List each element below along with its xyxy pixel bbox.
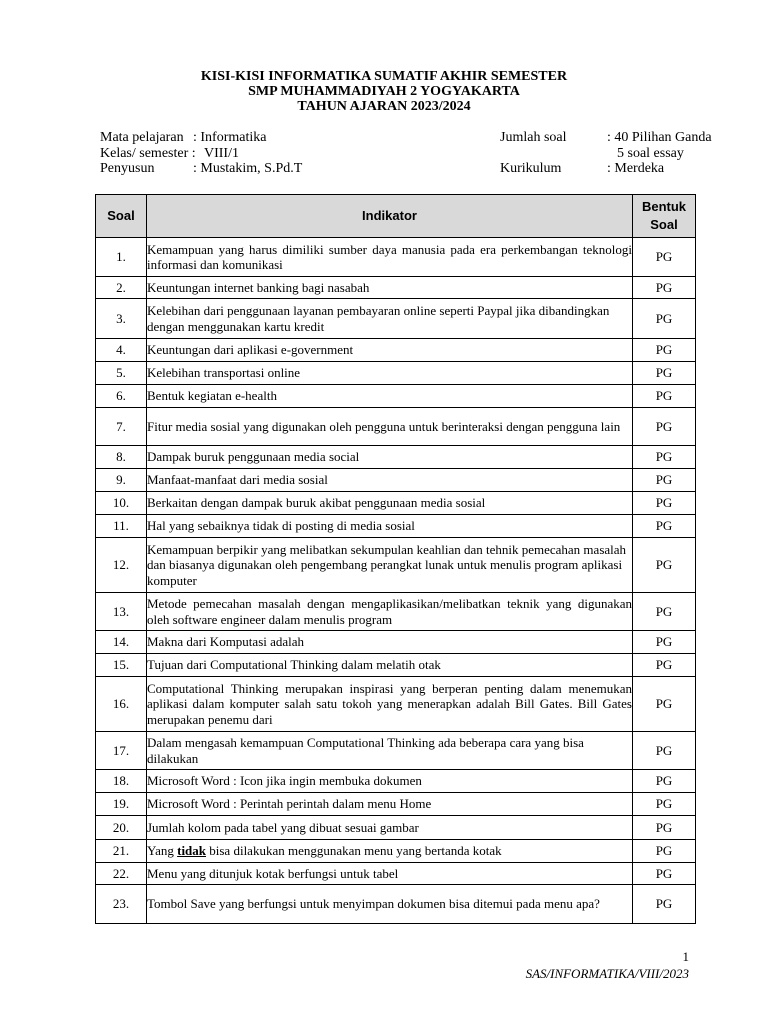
table-row [96, 840, 696, 863]
table-row [96, 492, 696, 515]
subject-value: : Informatika [193, 130, 267, 145]
row-number: 2. [96, 277, 147, 299]
row-indicator: Hal yang sebaiknya tidak di posting di media sosial [147, 515, 633, 538]
table-row [96, 385, 696, 408]
table-row [96, 408, 696, 446]
emphasis-word: tidak [177, 843, 207, 859]
row-indicator: Makna dari Komputasi adalah [147, 631, 633, 654]
table-row [96, 863, 696, 885]
row-type: PG [633, 816, 696, 840]
row-indicator: Dalam mengasah kemampuan Computational Thinking ada beberapa cara yang bisa dilakukan [147, 732, 633, 770]
row-type: PG [633, 339, 696, 362]
row-type: PG [633, 863, 696, 885]
table-row [96, 885, 696, 924]
curriculum-label: Kurikulum [500, 161, 562, 176]
row-number: 22. [96, 863, 147, 885]
row-indicator: Keuntungan dari aplikasi e-government [147, 339, 633, 362]
page-number: 1 [682, 949, 689, 964]
row-indicator: Kelebihan transportasi online [147, 362, 633, 385]
row-type: PG [633, 593, 696, 631]
row-number: 10. [96, 492, 147, 515]
row-indicator: Microsoft Word : Perintah perintah dalam menu Home [147, 793, 633, 816]
row-indicator: Menu yang ditunjuk kotak berfungsi untuk tabel [147, 863, 633, 885]
row-type: PG [633, 885, 696, 924]
header-indikator: Indikator [147, 195, 633, 238]
row-type: PG [633, 631, 696, 654]
row-number: 8. [96, 446, 147, 469]
row-type: PG [633, 538, 696, 593]
row-number: 12. [96, 538, 147, 593]
subject-label: Mata pelajaran [100, 130, 184, 145]
table-row [96, 362, 696, 385]
class-label: Kelas/ semester : [100, 146, 196, 161]
curriculum-value: : Merdeka [607, 161, 665, 176]
table-row [96, 631, 696, 654]
row-indicator: Manfaat-manfaat dari media sosial [147, 469, 633, 492]
row-indicator: Yang tidak bisa dilakukan menggunakan menu yang bertanda kotak [147, 840, 633, 863]
row-type: PG [633, 385, 696, 408]
row-type: PG [633, 770, 696, 793]
table-row [96, 677, 696, 732]
row-type: PG [633, 408, 696, 446]
row-indicator: Keuntungan internet banking bagi nasabah [147, 277, 633, 299]
table-row [96, 538, 696, 593]
header-bentuk-soal: Bentuk Soal [633, 195, 696, 238]
author-value: : Mustakim, S.Pd.T [193, 161, 303, 176]
table-row [96, 654, 696, 677]
document-code: SAS/INFORMATIKA/VIII/2023 [525, 966, 689, 981]
row-number: 6. [96, 385, 147, 408]
table-row [96, 732, 696, 770]
table-row [96, 299, 696, 339]
table-row [96, 238, 696, 277]
table-row [96, 515, 696, 538]
question-count-label: Jumlah soal [500, 130, 567, 145]
row-type: PG [633, 840, 696, 863]
row-number: 1. [96, 238, 147, 277]
row-indicator: Dampak buruk penggunaan media social [147, 446, 633, 469]
row-indicator: Jumlah kolom pada tabel yang dibuat sesuai gambar [147, 816, 633, 840]
row-type: PG [633, 732, 696, 770]
table-row [96, 770, 696, 793]
academic-year: TAHUN AJARAN 2023/2024 [297, 99, 471, 114]
row-number: 3. [96, 299, 147, 339]
table-row [96, 277, 696, 299]
table-row [96, 339, 696, 362]
row-type: PG [633, 654, 696, 677]
row-number: 5. [96, 362, 147, 385]
row-type: PG [633, 362, 696, 385]
row-number: 23. [96, 885, 147, 924]
row-number: 4. [96, 339, 147, 362]
table-row [96, 793, 696, 816]
row-indicator: Computational Thinking merupakan inspirasi yang berperan penting dalam menemukan aplikasi dalam komputer salah satu tokoh yang menerapkan adalah Bill Gates. Bill Gates merupakan penemu dari [147, 677, 633, 732]
row-indicator: Berkaitan dengan dampak buruk akibat penggunaan media sosial [147, 492, 633, 515]
row-type: PG [633, 515, 696, 538]
row-indicator: Microsoft Word : Icon jika ingin membuka dokumen [147, 770, 633, 793]
row-number: 21. [96, 840, 147, 863]
row-number: 17. [96, 732, 147, 770]
row-number: 19. [96, 793, 147, 816]
row-type: PG [633, 469, 696, 492]
row-type: PG [633, 677, 696, 732]
header-soal: Soal [96, 195, 147, 238]
row-type: PG [633, 238, 696, 277]
table-row [96, 816, 696, 840]
row-number: 9. [96, 469, 147, 492]
row-type: PG [633, 793, 696, 816]
row-number: 13. [96, 593, 147, 631]
row-indicator: Tombol Save yang berfungsi untuk menyimpan dokumen bisa ditemui pada menu apa? [147, 885, 633, 924]
document-title: KISI-KISI INFORMATIKA SUMATIF AKHIR SEMESTER [200, 69, 568, 84]
row-number: 11. [96, 515, 147, 538]
row-number: 14. [96, 631, 147, 654]
indicator-table [95, 194, 696, 924]
table-row [96, 446, 696, 469]
row-indicator: Tujuan dari Computational Thinking dalam melatih otak [147, 654, 633, 677]
school-name: SMP MUHAMMADIYAH 2 YOGYAKARTA [248, 84, 520, 99]
row-number: 7. [96, 408, 147, 446]
class-value: VIII/1 [204, 146, 239, 161]
row-number: 18. [96, 770, 147, 793]
row-indicator: Metode pemecahan masalah dengan mengaplikasikan/melibatkan teknik yang digunakan oleh software engineer dalam menulis program [147, 593, 633, 631]
row-type: PG [633, 492, 696, 515]
question-count-value: : 40 Pilihan Ganda [607, 130, 712, 145]
row-indicator: Kemampuan yang harus dimiliki sumber daya manusia pada era perkembangan teknologi informasi dan komunikasi [147, 238, 633, 277]
essay-count-value: 5 soal essay [617, 146, 684, 161]
row-indicator: Bentuk kegiatan e-health [147, 385, 633, 408]
author-label: Penyusun [100, 161, 155, 176]
row-indicator: Fitur media sosial yang digunakan oleh pengguna untuk berinteraksi dengan pengguna lain [147, 408, 633, 446]
table-row [96, 593, 696, 631]
row-type: PG [633, 277, 696, 299]
row-indicator: Kemampuan berpikir yang melibatkan sekumpulan keahlian dan tehnik pemecahan masalah dan biasanya digunakan oleh pengembang perangkat lunak untuk menulis program aplikasi komputer [147, 538, 633, 593]
row-type: PG [633, 299, 696, 339]
row-number: 15. [96, 654, 147, 677]
row-type: PG [633, 446, 696, 469]
row-indicator: Kelebihan dari penggunaan layanan pembayaran online seperti Paypal jika dibandingkan dengan menggunakan kartu kredit [147, 299, 633, 339]
row-number: 20. [96, 816, 147, 840]
table-row [96, 469, 696, 492]
row-number: 16. [96, 677, 147, 732]
